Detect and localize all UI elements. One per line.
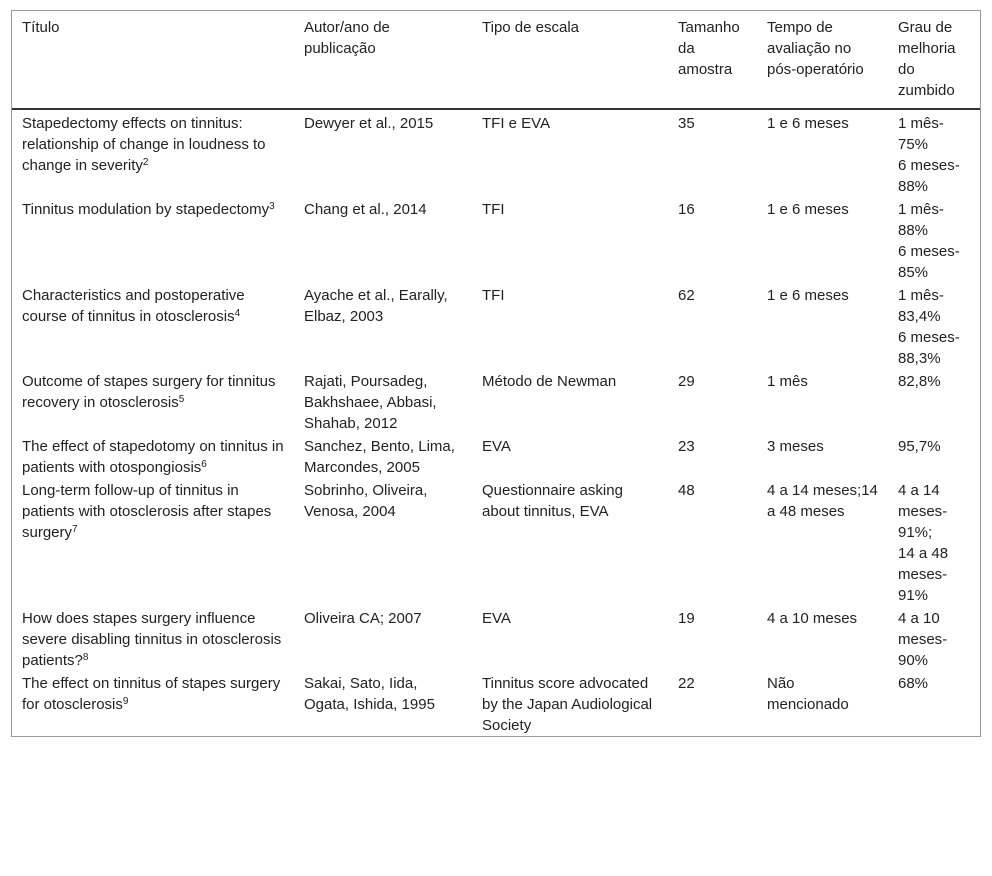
- study-title: Outcome of stapes surgery for tinnitus recovery in otosclerosis: [22, 373, 276, 411]
- cell-improvement-grade: [888, 671, 980, 736]
- cell-author-year: Chang et al., 2014: [304, 201, 427, 218]
- cell-scale-type: Questionnaire asking about tinnitus, EVA: [482, 482, 623, 520]
- improvement-value: 6 meses-88,3%: [898, 329, 960, 367]
- table-row: [12, 434, 980, 478]
- cell-scale-type: TFI e EVA: [482, 115, 551, 132]
- improvement-value: 1 mês-88%: [898, 201, 944, 239]
- cell-author-year: Ayache et al., Earally, Elbaz, 2003: [304, 287, 448, 325]
- cell-scale-type: EVA: [482, 610, 511, 627]
- cell-improvement-grade: [888, 283, 980, 369]
- cell-sample-size: 23: [678, 438, 695, 455]
- improvement-value: 6 meses-85%: [898, 243, 960, 281]
- study-title: Characteristics and postoperative course of tinnitus in otosclerosis: [22, 287, 245, 325]
- cell-evaluation-time: 3 meses: [767, 438, 824, 455]
- study-title: The effect on tinnitus of stapes surgery for otosclerosis: [22, 675, 281, 713]
- header-title: Título: [12, 11, 294, 109]
- improvement-value: 14 a 48 meses-91%: [898, 545, 949, 604]
- header-improvement-grade: Grau de melhoria do zumbido: [888, 11, 980, 109]
- cell-evaluation-time: 1 e 6 meses: [767, 287, 849, 304]
- cell-sample-size: 35: [678, 115, 695, 132]
- improvement-value: 6 meses-88%: [898, 157, 960, 195]
- cell-title: [12, 671, 294, 736]
- cell-improvement-grade: [888, 197, 980, 283]
- cell-scale-type: Tinnitus score advocated by the Japan Audiological Society: [482, 675, 653, 734]
- cell-evaluation-time: Não mencionado: [767, 675, 849, 713]
- cell-author-year: Sakai, Sato, Iida, Ogata, Ishida, 1995: [304, 675, 435, 713]
- cell-author-year: Sobrinho, Oliveira, Venosa, 2004: [304, 482, 428, 520]
- table-row: [12, 671, 980, 736]
- cell-sample-size: 48: [678, 482, 695, 499]
- cell-title: [12, 109, 294, 197]
- cell-title: [12, 434, 294, 478]
- cell-scale-type: TFI: [482, 287, 505, 304]
- reference-number: 6: [201, 459, 207, 470]
- table-row: [12, 283, 980, 369]
- study-title: Stapedectomy effects on tinnitus: relationship of change in loudness to change in severity: [22, 115, 266, 174]
- reference-number: 7: [72, 524, 78, 535]
- cell-improvement-grade: [888, 478, 980, 606]
- cell-improvement-grade: [888, 369, 980, 434]
- reference-number: 3: [269, 201, 275, 212]
- cell-author-year: Sanchez, Bento, Lima, Marcondes, 2005: [304, 438, 455, 476]
- cell-scale-type: EVA: [482, 438, 511, 455]
- cell-author-year: Rajati, Poursadeg, Bakhshaee, Abbasi, Shahab, 2012: [304, 373, 437, 432]
- cell-title: [12, 478, 294, 606]
- header-evaluation-time: Tempo de avaliação no pós-operatório: [757, 11, 888, 109]
- cell-title: [12, 606, 294, 671]
- cell-evaluation-time: 4 a 10 meses: [767, 610, 858, 627]
- reference-number: 8: [82, 652, 89, 663]
- improvement-value: 1 mês-75%: [898, 115, 944, 153]
- cell-sample-size: 62: [678, 287, 695, 304]
- table-row: [12, 197, 980, 283]
- cell-author-year: Dewyer et al., 2015: [304, 115, 434, 132]
- header-scale-type: Tipo de escala: [472, 11, 668, 109]
- cell-sample-size: 22: [678, 675, 695, 692]
- cell-improvement-grade: [888, 434, 980, 478]
- cell-title: [12, 369, 294, 434]
- cell-evaluation-time: 4 a 14 meses;14 a 48 meses: [767, 482, 878, 520]
- improvement-value: 82,8%: [898, 373, 941, 390]
- table-row: [12, 606, 980, 671]
- cell-sample-size: 19: [678, 610, 695, 627]
- cell-sample-size: 29: [678, 373, 695, 390]
- cell-scale-type: TFI: [482, 201, 505, 218]
- table-row: [12, 109, 980, 197]
- improvement-value: 4 a 14 meses-91%;: [898, 482, 948, 541]
- cell-improvement-grade: [888, 109, 980, 197]
- reference-number: 4: [234, 308, 241, 319]
- reference-number: 5: [178, 394, 185, 405]
- cell-improvement-grade: [888, 606, 980, 671]
- studies-table-container: [11, 10, 981, 737]
- cell-evaluation-time: 1 e 6 meses: [767, 201, 849, 218]
- improvement-value: 68%: [898, 675, 929, 692]
- reference-number: 2: [142, 157, 149, 168]
- reference-number: 9: [122, 696, 129, 707]
- table-body: [12, 109, 980, 736]
- study-title: Long-term follow-up of tinnitus in patients with otosclerosis after stapes surgery: [22, 482, 272, 541]
- improvement-value: 95,7%: [898, 438, 941, 455]
- header-author-year: Autor/ano de publicação: [294, 11, 472, 109]
- table-header-row: [12, 11, 980, 109]
- table-row: [12, 478, 980, 606]
- cell-scale-type: Método de Newman: [482, 373, 617, 390]
- table-row: [12, 369, 980, 434]
- cell-sample-size: 16: [678, 201, 695, 218]
- study-title: Tinnitus modulation by stapedectomy: [22, 201, 270, 218]
- cell-title: [12, 197, 294, 283]
- header-sample-size: Tamanho da amostra: [668, 11, 757, 109]
- study-title: The effect of stapedotomy on tinnitus in patients with otospongiosis: [22, 438, 284, 476]
- cell-title: [12, 283, 294, 369]
- cell-author-year: Oliveira CA; 2007: [304, 610, 422, 627]
- cell-evaluation-time: 1 mês: [767, 373, 808, 390]
- improvement-value: 1 mês-83,4%: [898, 287, 944, 325]
- cell-evaluation-time: 1 e 6 meses: [767, 115, 849, 132]
- studies-table: [12, 11, 980, 736]
- study-title: How does stapes surgery influence severe disabling tinnitus in otosclerosis patients?: [22, 610, 282, 669]
- improvement-value: 4 a 10 meses-90%: [898, 610, 948, 669]
